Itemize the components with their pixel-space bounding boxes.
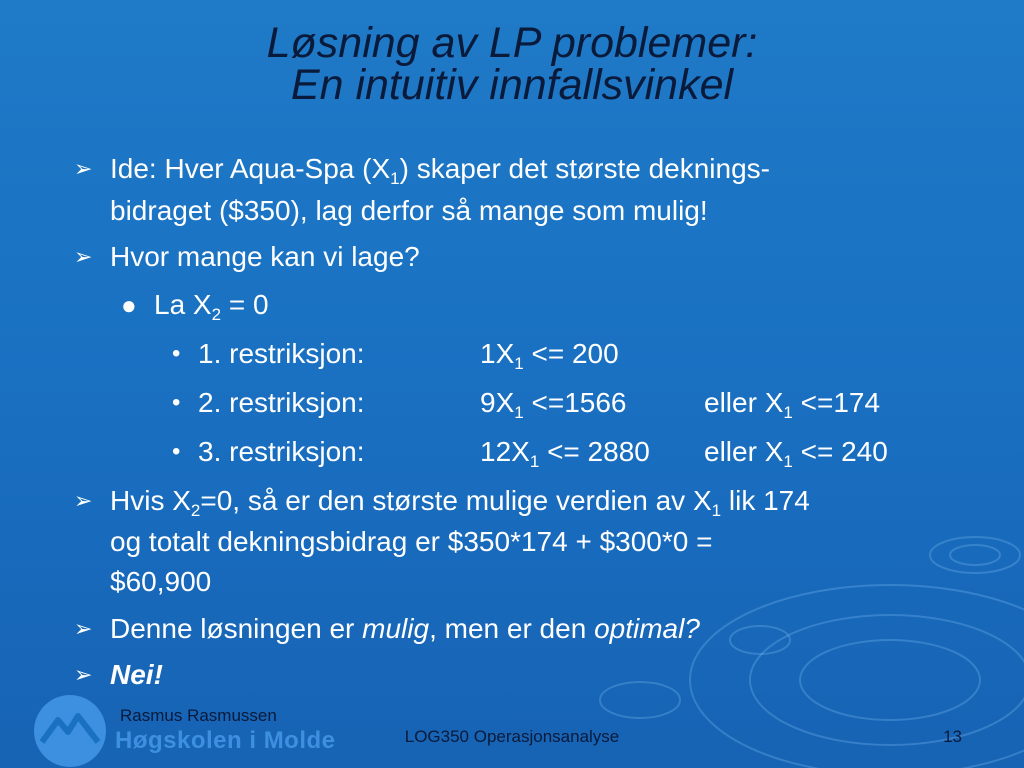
arrow-bullet-icon: ➢ [74,662,93,687]
subscript: 1 [711,501,722,520]
small-dot-bullet-icon: • [172,340,181,367]
restriction-3-alt [704,435,888,469]
subscript: 1 [529,452,540,471]
text-segment: Ide: Hver Aqua-Spa (X [110,153,391,184]
arrow-bullet-icon: ➢ [74,616,93,641]
bullet-1-line-2: bidraget ($350), lag derfor så mange som mulig! [110,195,708,226]
dot-bullet-icon: ● [121,290,137,320]
footer-page-number: 13 [943,727,962,746]
subscript: 2 [190,501,201,520]
text-segment: <=174 [792,387,881,418]
footer-course: LOG350 Operasjonsanalyse [404,727,620,746]
text-segment: 1X [480,338,515,369]
sub-bullet-la-x2 [154,288,269,322]
subscript: 1 [514,403,524,422]
text-segment: La X [154,289,212,320]
restriction-2-label: 2. restriksjon: [198,387,365,418]
bullet-4 [110,612,700,646]
text-segment: <= 240 [792,436,888,467]
subscript: 1 [390,169,400,188]
text-segment: 9X [480,387,515,418]
subscript: 2 [211,305,222,324]
text-segment: eller X [704,436,784,467]
restriction-2-expr [480,386,627,420]
text-segment: 12X [480,436,530,467]
italic-word-optimal: optimal? [594,613,700,644]
text-segment: Hvis X [110,485,191,516]
arrow-bullet-icon: ➢ [74,156,93,181]
text-segment: eller X [704,387,784,418]
title-line-1: Løsning av LP problemer: [266,19,758,67]
bullet-3-line-3: $60,900 [110,566,212,597]
bullet-3-line-2: og totalt dekningsbidrag er $350*174 + $300*0 = [110,526,713,557]
small-dot-bullet-icon: • [172,438,181,465]
footer-brand: Høgskolen i Molde [115,727,336,754]
subscript: 1 [514,354,524,373]
text-segment: ) skaper det største deknings- [399,153,770,184]
subscript: 1 [783,452,793,471]
arrow-bullet-icon: ➢ [74,488,93,513]
text-segment: , men er den [429,613,595,644]
bullet-5: Nei! [110,659,163,690]
subscript: 1 [783,403,793,422]
text-segment: <=1566 [523,387,627,418]
bullet-2: Hvor mange kan vi lage? [110,241,420,272]
restriction-2-alt [704,386,880,420]
restriction-3-label: 3. restriksjon: [198,436,365,467]
text-segment: Denne løsningen er [110,613,363,644]
text-segment: lik 174 [721,485,810,516]
bullet-3-line-1 [110,484,810,518]
arrow-bullet-icon: ➢ [74,244,93,269]
text-segment: <= 2880 [539,436,650,467]
text-segment: =0, så er den største mulige verdien av X [200,485,712,516]
restriction-1-label: 1. restriksjon: [198,338,365,369]
bullet-1-line-1 [110,152,770,186]
small-dot-bullet-icon: • [172,389,181,416]
text-segment: = 0 [221,289,269,320]
footer-author: Rasmus Rasmussen [120,706,277,725]
restriction-3-expr [480,435,650,469]
title-line-2: En intuitiv innfallsvinkel [290,61,734,109]
text-segment: <= 200 [523,338,619,369]
restriction-1-expr [480,337,619,371]
italic-word-mulig: mulig [362,613,430,644]
